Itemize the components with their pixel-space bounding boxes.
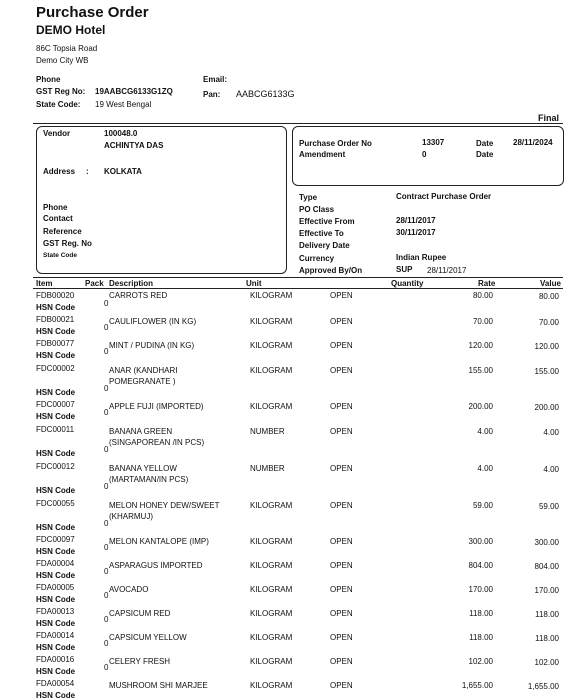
item-unit: KILOGRAM: [250, 609, 293, 618]
item-value: 80.00: [538, 292, 559, 301]
item-description: ASPARAGUS IMPORTED: [109, 561, 203, 570]
item-quantity: OPEN: [330, 681, 353, 690]
company-name: DEMO Hotel: [36, 23, 106, 37]
item-description-2: POMEGRANATE ): [109, 377, 176, 386]
vendor-name: ACHINTYA DAS: [104, 141, 164, 150]
detail-label: Type: [299, 193, 318, 202]
item-description: CAULIFLOWER (IN KG): [109, 317, 197, 326]
hsn-label: HSN Code: [36, 547, 76, 556]
item-code: FDA00005: [36, 583, 75, 592]
hsn-label: HSN Code: [36, 486, 76, 495]
item-description: CELERY FRESH: [109, 657, 171, 666]
detail-value: 30/11/2017: [396, 228, 436, 237]
item-rate: 4.00: [477, 464, 493, 473]
col-rate: Rate: [478, 279, 496, 288]
vendor-contact-label: Contact: [43, 214, 73, 223]
detail-label: Approved By/On: [299, 266, 363, 275]
item-quantity: OPEN: [330, 291, 353, 300]
detail-extra: 28/11/2017: [427, 266, 467, 275]
vendor-label: Vendor: [43, 129, 71, 138]
item-description: MELON HONEY DEW/SWEET: [109, 501, 220, 510]
item-code: FDC00012: [36, 462, 75, 471]
item-quantity: OPEN: [330, 464, 353, 473]
item-description: MUSHROOM SHI MARJEE: [109, 681, 208, 690]
item-rate: 70.00: [472, 317, 493, 326]
item-value: 118.00: [535, 610, 559, 619]
item-quantity: OPEN: [330, 341, 353, 350]
item-rate: 200.00: [468, 402, 493, 411]
hsn-value: 0: [104, 543, 109, 552]
item-unit: KILOGRAM: [250, 561, 293, 570]
hsn-value: 0: [104, 663, 109, 672]
po-number-label: Purchase Order No: [299, 139, 372, 148]
item-value: 1,655.00: [527, 682, 559, 691]
hsn-value: 0: [104, 408, 109, 417]
item-code: FDC00097: [36, 535, 75, 544]
col-value: Value: [540, 279, 561, 288]
vendor-state-label: State Code: [43, 252, 77, 259]
col-pack: Pack: [85, 279, 104, 288]
detail-label: Currency: [299, 254, 335, 263]
amendment-date-label: Date: [476, 150, 494, 159]
item-quantity: OPEN: [330, 537, 353, 546]
vendor-address-value: KOLKATA: [104, 167, 142, 176]
gst-label: GST Reg No:: [36, 87, 86, 96]
item-value: 118.00: [535, 634, 559, 643]
hsn-value: 0: [104, 615, 109, 624]
item-code: FDC00055: [36, 499, 75, 508]
status-label: Final: [538, 113, 560, 123]
item-value: 4.00: [543, 428, 559, 437]
vendor-gst-label: GST Reg. No: [43, 239, 92, 248]
item-quantity: OPEN: [330, 585, 353, 594]
hsn-label: HSN Code: [36, 449, 76, 458]
item-value: 120.00: [534, 342, 559, 351]
hsn-label: HSN Code: [36, 691, 76, 700]
item-value: 4.00: [543, 465, 559, 474]
item-quantity: OPEN: [330, 561, 353, 570]
hsn-value: 0: [104, 482, 109, 491]
item-code: FDA00054: [36, 679, 75, 688]
vendor-reference-label: Reference: [43, 227, 82, 236]
state-code-value: 19 West Bengal: [95, 100, 152, 109]
item-unit: KILOGRAM: [250, 585, 293, 594]
address-line-2: Demo City WB: [36, 56, 89, 65]
item-code: FDA00004: [36, 559, 75, 568]
item-unit: KILOGRAM: [250, 633, 293, 642]
item-value: 170.00: [534, 586, 559, 595]
item-code: FDC00011: [36, 425, 75, 434]
item-description-2: (SINGAPOREAN /IN PCS): [109, 438, 205, 447]
item-rate: 80.00: [472, 291, 493, 300]
po-date-value: 28/11/2024: [513, 138, 553, 147]
item-code: FDB00020: [36, 291, 75, 300]
detail-value: Indian Rupee: [396, 253, 447, 262]
detail-value: Contract Purchase Order: [396, 192, 492, 201]
item-rate: 170.00: [468, 585, 493, 594]
item-quantity: OPEN: [330, 657, 353, 666]
state-code-label: State Code:: [36, 100, 81, 109]
hsn-value: 0: [104, 445, 109, 454]
hsn-label: HSN Code: [36, 595, 76, 604]
item-code: FDB00077: [36, 339, 75, 348]
hsn-value: 0: [104, 347, 109, 356]
item-rate: 4.00: [477, 427, 493, 436]
hsn-label: HSN Code: [36, 412, 76, 421]
item-code: FDC00002: [36, 364, 75, 373]
hsn-value: 0: [104, 299, 109, 308]
item-rate: 118.00: [469, 609, 493, 618]
item-value: 102.00: [534, 658, 559, 667]
table-header-bottom-line: [33, 288, 563, 289]
item-value: 200.00: [534, 403, 559, 412]
hsn-label: HSN Code: [36, 619, 76, 628]
item-code: FDC00007: [36, 400, 75, 409]
item-unit: KILOGRAM: [250, 501, 293, 510]
item-unit: KILOGRAM: [250, 291, 293, 300]
detail-value: 28/11/2017: [396, 216, 436, 225]
hsn-value: 0: [104, 567, 109, 576]
detail-label: Effective From: [299, 217, 355, 226]
item-description: MELON KANTALOPE (IMP): [109, 537, 209, 546]
col-quantity: Quantity: [391, 279, 424, 288]
amendment-label: Amendment: [299, 150, 346, 159]
hsn-value: 0: [104, 323, 109, 332]
item-quantity: OPEN: [330, 609, 353, 618]
item-description: CARROTS RED: [109, 291, 168, 300]
vendor-address-sep: :: [86, 167, 89, 176]
item-description: CAPSICUM RED: [109, 609, 171, 618]
po-date-label: Date: [476, 139, 494, 148]
vendor-address-label: Address: [43, 167, 76, 176]
item-rate: 155.00: [468, 366, 493, 375]
hsn-value: 0: [104, 519, 109, 528]
item-quantity: OPEN: [330, 501, 353, 510]
item-quantity: OPEN: [330, 633, 353, 642]
item-quantity: OPEN: [330, 427, 353, 436]
item-unit: KILOGRAM: [250, 681, 293, 690]
hsn-label: HSN Code: [36, 523, 76, 532]
item-unit: NUMBER: [250, 427, 285, 436]
hsn-value: 0: [104, 639, 109, 648]
hsn-label: HSN Code: [36, 388, 76, 397]
page-title: Purchase Order: [36, 4, 149, 21]
item-rate: 102.00: [468, 657, 493, 666]
item-description-2: (MARTAMAN/IN PCS): [109, 475, 189, 484]
item-code: FDB00021: [36, 315, 75, 324]
table-header-top-line: [33, 277, 563, 278]
header-divider: [33, 123, 563, 124]
email-label: Email:: [203, 75, 228, 84]
detail-label: Effective To: [299, 229, 344, 238]
item-value: 70.00: [538, 318, 559, 327]
pan-value: AABCG6133G: [236, 89, 295, 99]
item-unit: KILOGRAM: [250, 537, 293, 546]
item-value: 300.00: [534, 538, 559, 547]
item-description-2: (KHARMUJ): [109, 512, 153, 521]
item-description: BANANA GREEN: [109, 427, 173, 436]
item-description: CAPSICUM YELLOW: [109, 633, 187, 642]
item-rate: 300.00: [468, 537, 493, 546]
detail-label: Delivery Date: [299, 241, 350, 250]
item-unit: KILOGRAM: [250, 317, 293, 326]
item-quantity: OPEN: [330, 402, 353, 411]
item-unit: KILOGRAM: [250, 341, 293, 350]
item-value: 59.00: [538, 502, 559, 511]
item-rate: 1,655.00: [461, 681, 493, 690]
vendor-code: 100048.0: [104, 129, 138, 138]
item-description: ANAR (KANDHARI: [109, 366, 178, 375]
item-rate: 804.00: [468, 561, 493, 570]
pan-label: Pan:: [203, 90, 221, 99]
hsn-value: 0: [104, 591, 109, 600]
hsn-label: HSN Code: [36, 643, 76, 652]
detail-label: PO Class: [299, 205, 335, 214]
item-value: 155.00: [534, 367, 559, 376]
item-description: BANANA YELLOW: [109, 464, 177, 473]
item-unit: KILOGRAM: [250, 366, 293, 375]
detail-value: SUP: [396, 265, 413, 274]
item-rate: 120.00: [468, 341, 493, 350]
item-rate: 59.00: [472, 501, 493, 510]
item-unit: NUMBER: [250, 464, 285, 473]
col-description: Description: [109, 279, 154, 288]
gst-value: 19AABCG6133G1ZQ: [95, 87, 173, 96]
item-unit: KILOGRAM: [250, 657, 293, 666]
col-item: Item: [36, 279, 53, 288]
item-description: MINT / PUDINA (IN KG): [109, 341, 195, 350]
vendor-phone-label: Phone: [43, 203, 68, 212]
hsn-label: HSN Code: [36, 667, 76, 676]
item-code: FDA00014: [36, 631, 75, 640]
hsn-value: 0: [104, 384, 109, 393]
hsn-label: HSN Code: [36, 351, 76, 360]
item-quantity: OPEN: [330, 366, 353, 375]
address-line-1: 86C Topsia Road: [36, 44, 98, 53]
item-description: APPLE FUJI (IMPORTED): [109, 402, 204, 411]
hsn-label: HSN Code: [36, 571, 76, 580]
item-code: FDA00016: [36, 655, 75, 664]
hsn-label: HSN Code: [36, 327, 76, 336]
col-unit: Unit: [246, 279, 262, 288]
po-number-value: 13307: [422, 138, 445, 147]
item-quantity: OPEN: [330, 317, 353, 326]
item-code: FDA00013: [36, 607, 75, 616]
phone-label: Phone: [36, 75, 61, 84]
item-rate: 118.00: [469, 633, 493, 642]
item-unit: KILOGRAM: [250, 402, 293, 411]
hsn-label: HSN Code: [36, 303, 76, 312]
item-value: 804.00: [534, 562, 559, 571]
amendment-value: 0: [422, 150, 427, 159]
item-description: AVOCADO: [109, 585, 149, 594]
